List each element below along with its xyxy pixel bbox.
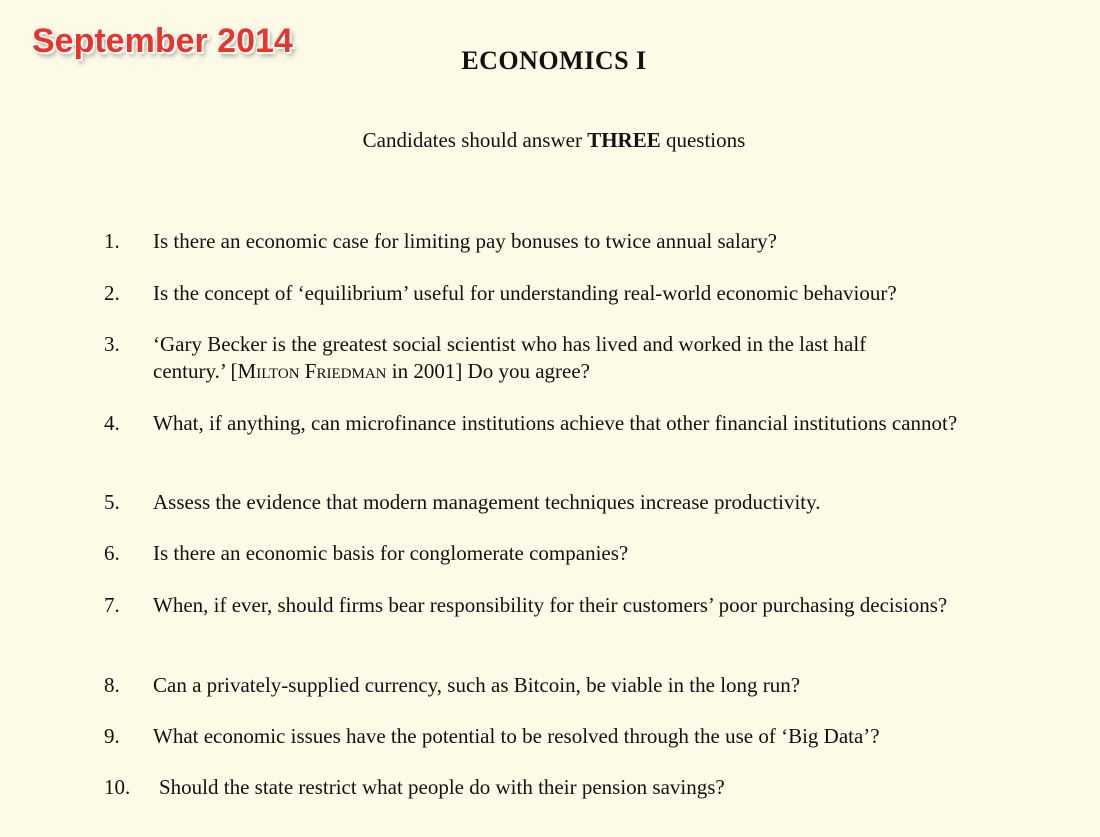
- question-number: 6.: [104, 541, 120, 565]
- instruction-bold: THREE: [587, 128, 661, 152]
- question-text: [153, 331, 1013, 385]
- question-text-line2-pre: century.’ [: [153, 359, 238, 383]
- question-text-line1: ‘Gary Becker is the greatest social scientist who has lived and worked in the last half: [153, 332, 867, 356]
- question-citation: Milton Friedman: [237, 359, 387, 383]
- question-text: Assess the evidence that modern management techniques increase productivity.: [153, 490, 821, 514]
- question-text: Is the concept of ‘equilibrium’ useful for understanding real-world economic behaviour?: [153, 281, 897, 305]
- question-number: 1.: [104, 229, 120, 253]
- question-number: 2.: [104, 281, 120, 305]
- question-text: What, if anything, can microfinance institutions achieve that other financial institutions cannot?: [153, 411, 958, 435]
- question-text: What economic issues have the potential to be resolved through the use of ‘Big Data’?: [153, 724, 880, 748]
- question-number: 10.: [104, 775, 131, 799]
- question-number: 5.: [104, 490, 120, 514]
- date-tag: September 2014: [32, 22, 293, 60]
- question-number: 3.: [104, 332, 120, 356]
- question-text: Should the state restrict what people do with their pension savings?: [159, 775, 725, 799]
- question-text: When, if ever, should firms bear responsibility for their customers’ poor purchasing decisions?: [153, 593, 948, 617]
- question-text: Is there an economic basis for conglomerate companies?: [153, 541, 629, 565]
- question-number: 4.: [104, 411, 120, 435]
- question-text: Is there an economic case for limiting pay bonuses to twice annual salary?: [153, 229, 777, 253]
- page-title: ECONOMICS I: [461, 46, 647, 75]
- instruction-pre: Candidates should answer: [362, 128, 588, 152]
- question-text-line2-post: in 2001] Do you agree?: [386, 359, 591, 383]
- question-number: 8.: [104, 673, 120, 697]
- question-number: 7.: [104, 593, 120, 617]
- question-text: Can a privately-supplied currency, such as Bitcoin, be viable in the long run?: [153, 673, 801, 697]
- instruction-post: questions: [660, 128, 746, 152]
- question-number: 9.: [104, 724, 120, 748]
